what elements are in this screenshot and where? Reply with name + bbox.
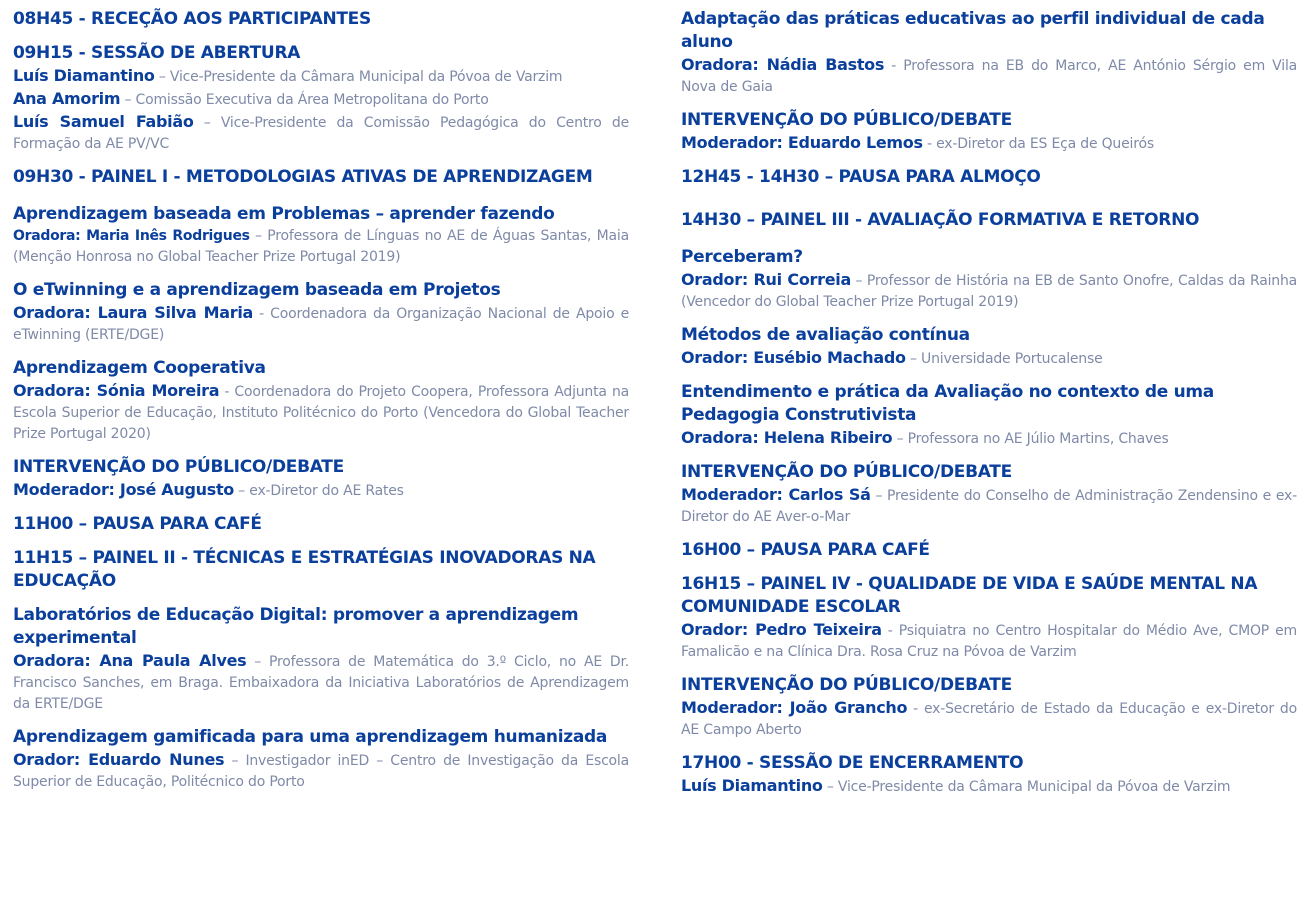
speaker-name: Moderador: José Augusto <box>13 480 234 499</box>
speaker-name: Oradora: Helena Ribeiro <box>681 428 893 447</box>
speaker-name: Luís Samuel Fabião <box>13 112 194 131</box>
debate-item <box>681 674 1297 741</box>
speaker-name: Moderador: João Grancho <box>681 698 908 717</box>
speaker-desc: – Professora no AE Júlio Martins, Chaves <box>892 431 1169 447</box>
section-heading: 12H45 - 14H30 – PAUSA PARA ALMOÇO <box>681 167 1041 187</box>
speaker-line <box>681 775 1297 798</box>
debate-item <box>681 109 1297 155</box>
speaker-line <box>681 427 1297 450</box>
speaker-line <box>681 54 1297 98</box>
speaker-name: Orador: Eduardo Nunes <box>13 750 225 769</box>
speaker-name: Orador: Rui Correia <box>681 270 851 289</box>
speaker-name: Luís Diamantino <box>681 776 823 795</box>
talk-title: Métodos de avaliação contínua <box>681 325 970 345</box>
talk-title: O eTwinning e a aprendizagem baseada em Projetos <box>13 280 501 300</box>
debate-item <box>13 456 629 502</box>
speaker-desc: - Psiquiatra no Centro Hospitalar do Médio Ave, CMOP em Famalicão e na Clínica Dra. Rosa Cruz na Póvoa de Varzim <box>681 623 1297 660</box>
talk-item <box>13 357 629 445</box>
speaker-line <box>13 226 629 268</box>
panel-item <box>681 573 1297 663</box>
speaker-desc: - ex-Secretário de Estado da Educação e ex-Diretor do AE Campo Aberto <box>681 701 1297 738</box>
talk-title: Perceberam? <box>681 247 803 267</box>
speaker-desc: – Vice-Presidente da Comissão Pedagógica do Centro de Formação da AE PV/VC <box>13 115 629 152</box>
speaker-name: Moderador: Eduardo Lemos <box>681 133 923 152</box>
talk-title: Adaptação das práticas educativas ao perfil individual de cada aluno <box>681 9 1265 52</box>
speaker-line <box>681 619 1297 663</box>
speaker-name: Orador: Pedro Teixeira <box>681 620 882 639</box>
talk-item <box>13 726 629 793</box>
speaker-desc: - Professora na EB do Marco, AE António Sérgio em Vila Nova de Gaia <box>681 58 1298 95</box>
left-column <box>13 8 629 804</box>
speaker-line <box>13 479 629 502</box>
talk-item <box>681 246 1297 313</box>
talk-item <box>681 324 1297 370</box>
section-heading: 09H15 - SESSÃO DE ABERTURA <box>13 43 301 63</box>
talk-item <box>681 381 1297 450</box>
speaker-name: Oradora: Nádia Bastos <box>681 55 885 74</box>
speaker-name: Orador: Eusébio Machado <box>681 348 906 367</box>
section-heading: 16H00 – PAUSA PARA CAFÉ <box>681 540 930 560</box>
debate-item <box>681 461 1297 528</box>
speaker-line <box>681 697 1297 741</box>
section-heading: 11H00 – PAUSA PARA CAFÉ <box>13 514 262 534</box>
speaker-desc: – Comissão Executiva da Área Metropolitana do Porto <box>120 92 489 108</box>
section-heading: 16H15 – PAINEL IV - QUALIDADE DE VIDA E SAÚDE MENTAL NA COMUNIDADE ESCOLAR <box>681 574 1258 617</box>
speaker-name: Oradora: Ana Paula Alves <box>13 651 247 670</box>
speaker-desc: - ex-Diretor da ES Eça de Queirós <box>922 136 1154 152</box>
talk-title: INTERVENÇÃO DO PÚBLICO/DEBATE <box>681 462 1012 482</box>
talk-item <box>13 604 629 715</box>
talk-title: INTERVENÇÃO DO PÚBLICO/DEBATE <box>13 457 344 477</box>
speaker-name: Luís Diamantino <box>13 66 155 85</box>
speaker-line <box>13 111 629 155</box>
talk-item <box>681 8 1297 98</box>
closing-session <box>681 752 1297 798</box>
speaker-desc: – Universidade Portucalense <box>905 351 1103 367</box>
speaker-desc: – Investigador inED – Centro de Investigação da Escola Superior de Educação, Politécnico do Porto <box>13 753 629 790</box>
speaker-desc: – ex-Diretor do AE Rates <box>233 483 404 499</box>
speaker-desc: – Presidente do Conselho de Administração Zendensino e ex-Diretor do AE Aver-o-Mar <box>681 488 1297 525</box>
talk-title: Aprendizagem gamificada para uma aprendizagem humanizada <box>13 727 608 747</box>
talk-title: INTERVENÇÃO DO PÚBLICO/DEBATE <box>681 675 1012 695</box>
talk-title: Aprendizagem baseada em Problemas – aprender fazendo <box>13 204 555 224</box>
speaker-desc: – Professora de Matemática do 3.º Ciclo, no AE Dr. Francisco Sanches, em Braga. Embaixadora da Iniciativa Laboratórios de Aprendizagem da ERTE/DGE <box>13 654 629 712</box>
speaker-name: Moderador: Carlos Sá <box>681 485 871 504</box>
section-heading: 17H00 - SESSÃO DE ENCERRAMENTO <box>681 753 1024 773</box>
speaker-desc: - Coordenadora do Projeto Coopera, Professora Adjunta na Escola Superior de Educação, Instituto Politécnico do Porto (Vencedora do Global Teacher Prize Portugal 2020) <box>13 384 629 442</box>
speaker-desc: – Vice-Presidente da Câmara Municipal da Póvoa de Varzim <box>154 69 563 85</box>
right-column <box>681 8 1297 809</box>
section-heading: 14H30 – PAINEL III - AVALIAÇÃO FORMATIVA E RETORNO <box>681 210 1200 230</box>
section-heading: 08H45 - RECEÇÃO AOS PARTICIPANTES <box>13 9 371 29</box>
speaker-line <box>681 269 1297 313</box>
speaker-desc: - Coordenadora da Organização Nacional de Apoio e eTwinning (ERTE/DGE) <box>13 306 629 343</box>
speaker-desc: – Vice-Presidente da Câmara Municipal da Póvoa de Varzim <box>822 779 1231 795</box>
talk-item <box>13 203 629 268</box>
speaker-name: Oradora: Maria Inês Rodrigues <box>13 228 250 244</box>
talk-title: Aprendizagem Cooperativa <box>13 358 266 378</box>
speaker-line <box>681 484 1297 528</box>
speaker-line <box>13 650 629 715</box>
talk-title: INTERVENÇÃO DO PÚBLICO/DEBATE <box>681 110 1012 130</box>
speaker-desc: – Professora de Línguas no AE de Águas Santas, Maia (Menção Honrosa no Global Teacher Prize Portugal 2019) <box>13 228 629 265</box>
speaker-name: Ana Amorim <box>13 89 121 108</box>
speaker-line <box>13 302 629 346</box>
speaker-name: Oradora: Sónia Moreira <box>13 381 220 400</box>
speaker-line <box>13 749 629 793</box>
talk-item <box>13 279 629 346</box>
speaker-line <box>13 65 629 88</box>
speaker-line <box>13 380 629 445</box>
section-heading: 09H30 - PAINEL I - METODOLOGIAS ATIVAS DE APRENDIZAGEM <box>13 167 593 187</box>
speaker-name: Oradora: Laura Silva Maria <box>13 303 254 322</box>
speaker-line <box>681 347 1297 370</box>
talk-title: Entendimento e prática da Avaliação no contexto de uma Pedagogia Construtivista <box>681 382 1214 425</box>
section-heading: 11H15 – PAINEL II - TÉCNICAS E ESTRATÉGIAS INOVADORAS NA EDUCAÇÃO <box>13 548 596 591</box>
talk-title: Laboratórios de Educação Digital: promover a aprendizagem experimental <box>13 605 579 648</box>
speaker-line <box>13 88 629 111</box>
speaker-line <box>681 132 1297 155</box>
opening-session <box>13 42 629 155</box>
speaker-desc: – Professor de História na EB de Santo Onofre, Caldas da Rainha (Vencedor do Global Teacher Prize Portugal 2019) <box>681 273 1297 310</box>
